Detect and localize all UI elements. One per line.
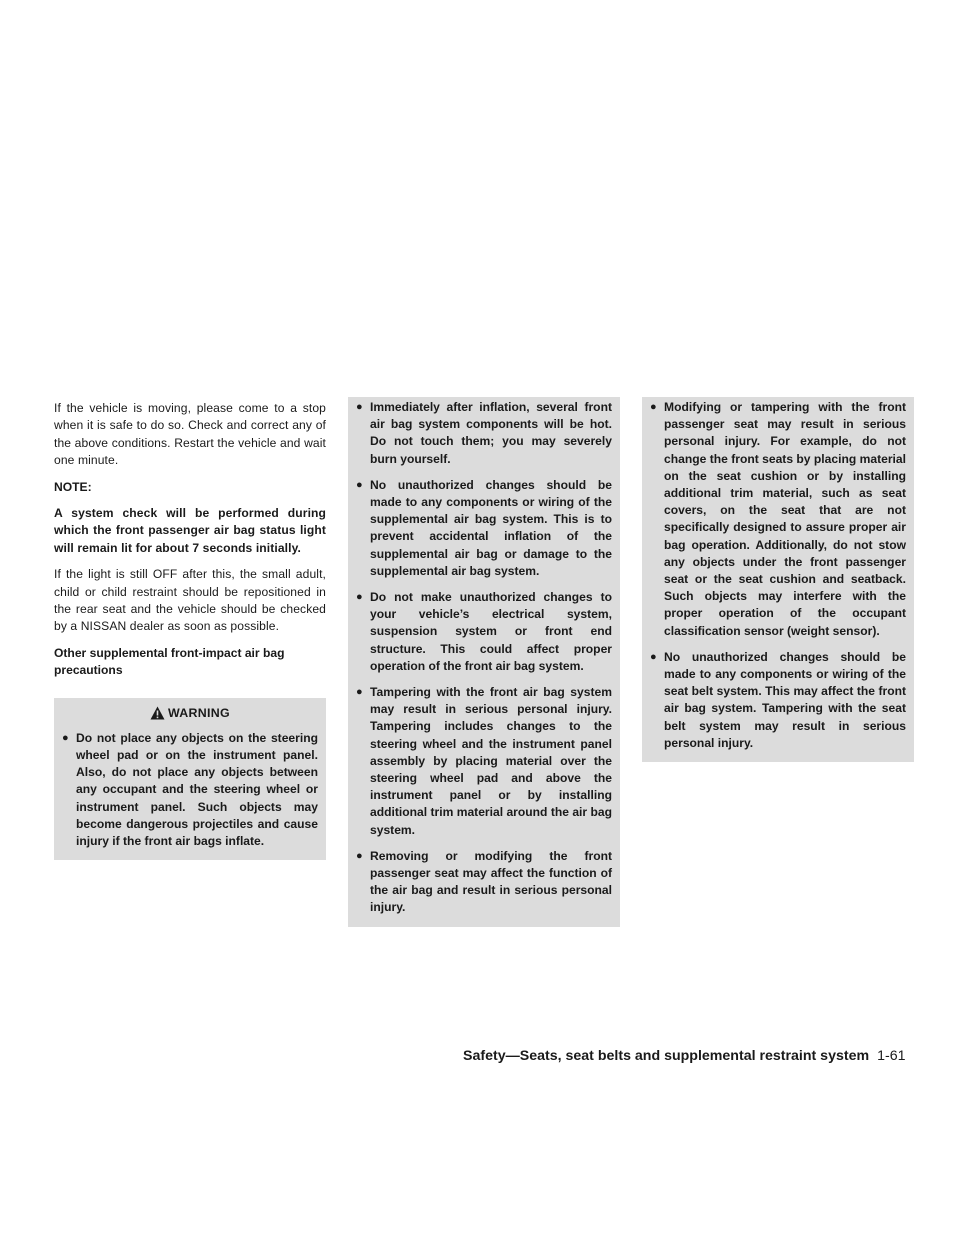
bullet-icon: ● (356, 849, 363, 862)
warning-box-continued (348, 397, 620, 927)
column-2 (348, 400, 620, 927)
bullet-text: Modifying or tampering with the front passenger seat may result in serious personal injury. For example, do not change the front seats by placing material on the seat cushion or by installing additional trim material, such as seat covers, on the seat that are not specifically designed to assure proper air bag operation. Additionally, do not stow any objects under the front passenger seat or the seat cushion and seatback. Such objects may interfere with the proper operation of the occupant classification sensor (weight sensor). (664, 400, 906, 638)
page-number: 1-61 (877, 1048, 906, 1064)
bullet-text: Tampering with the front air bag system may result in serious personal injury. Tampering includes changes to the steering wheel and the instrument panel assembly by placing material over the steering wheel pad and above the instrument panel or by installing additional trim material around the air bag system. (370, 685, 612, 837)
warning-bullet (356, 477, 612, 580)
warning-bullet (650, 649, 906, 752)
warning-bullet (356, 848, 612, 917)
bullet-text: Removing or modifying the front passenger seat may affect the function of the air bag and result in serious personal injury. (370, 848, 612, 915)
warning-triangle-icon (150, 706, 165, 720)
warning-bullet (356, 399, 612, 468)
warning-box-continued (642, 397, 914, 762)
section-subheading: Other supplemental front-impact air bag precautions (54, 645, 285, 678)
bullet-icon: ● (356, 591, 363, 604)
warning-bullet (356, 589, 612, 675)
note-label: NOTE: (54, 479, 92, 494)
warning-bullet (356, 684, 612, 839)
bullet-text: Do not make unauthorized changes to your vehicle’s electrical system, suspension system or front end structure. This could affect proper operation of the front air bag system. (370, 590, 612, 673)
bullet-text: No unauthorized changes should be made to any components or wiring of the seat belt system. This may affect the front air bag system. Tampering with the seat belt system may result in serious personal injury. (664, 649, 906, 750)
bullet-icon: ● (356, 478, 363, 491)
warning-box (54, 698, 326, 860)
footer-section-title: Safety—Seats, seat belts and supplemental restraint system (463, 1048, 870, 1064)
page-footer (463, 1048, 930, 1064)
warning-title: WARNING (168, 705, 230, 720)
warning-bullet (650, 399, 906, 640)
column-1 (54, 400, 326, 860)
bullet-icon: ● (650, 650, 657, 663)
bullet-text: Immediately after inflation, several front air bag system components will be hot. Do not touch them; you may severely burn yourself. (370, 400, 612, 466)
bullet-icon: ● (356, 401, 363, 413)
bullet-icon: ● (62, 731, 69, 744)
note-text: A system check will be performed during which the front passenger air bag status light will remain lit for about 7 seconds initially. (54, 506, 326, 555)
column-3 (642, 400, 914, 762)
warning-bullet (62, 730, 318, 850)
bullet-text: Do not place any objects on the steering wheel pad or on the instrument panel. Also, do not place any objects between any occupant and the steering wheel or instrument panel. Such objects may become dangerous projectiles and cause injury if the front air bags inflate. (76, 730, 318, 848)
warning-header (62, 704, 318, 730)
intro-paragraph: If the vehicle is moving, please come to a stop when it is safe to do so. Check and correct any of the above conditions. Restart the vehicle and wait one minute. (54, 401, 326, 468)
bullet-icon: ● (356, 686, 363, 699)
bullet-icon: ● (650, 401, 657, 413)
reposition-paragraph: If the light is still OFF after this, the small adult, child or child restraint should be repositioned in the rear seat and the vehicle should be checked by a NISSAN dealer as soon as possible. (54, 567, 326, 634)
bullet-text: No unauthorized changes should be made to any components or wiring of the supplemental air bag system. This is to prevent accidental inflation of the supplemental air bag or damage to the supplemental air bag system. (370, 477, 612, 578)
